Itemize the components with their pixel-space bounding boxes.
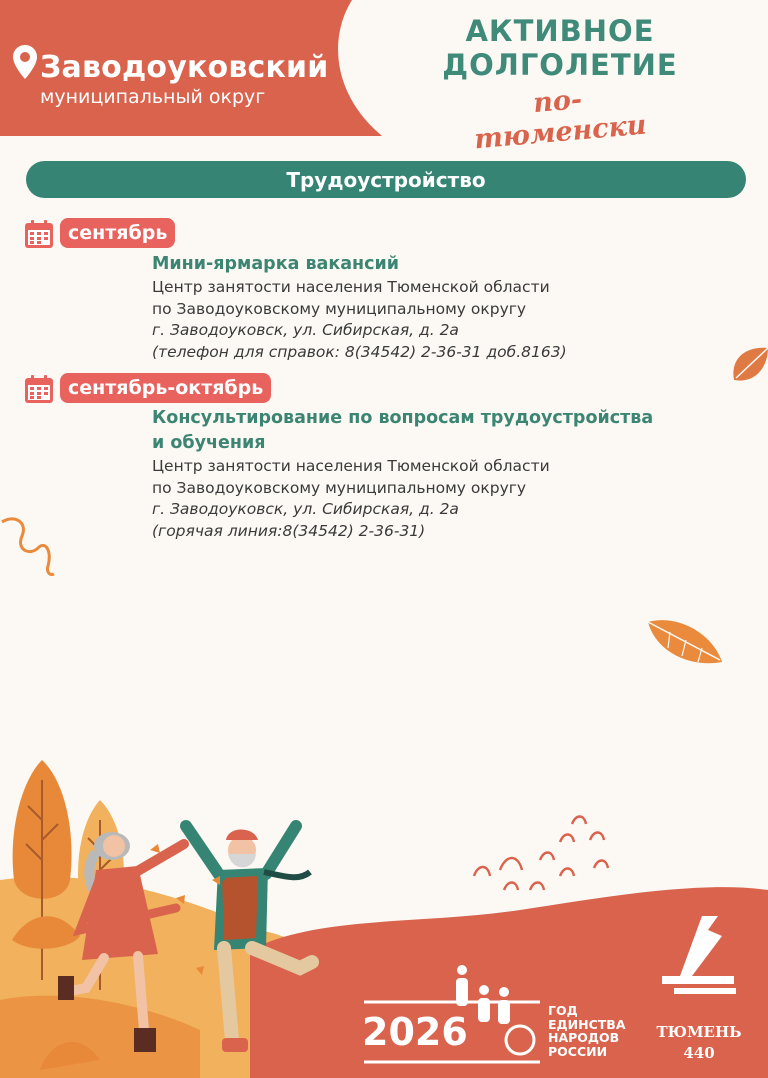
region-name: Заводоуковский <box>40 50 329 85</box>
event-item <box>152 252 672 363</box>
month-badge: сентябрь-октябрь <box>60 373 271 403</box>
event-address: г. Заводоуковск, ул. Сибирская, д. 2а <box>152 321 459 339</box>
year-caption-line: ЕДИНСТВА <box>548 1016 626 1032</box>
tyumen-anniversary: 440 <box>683 1044 715 1062</box>
event-address: г. Заводоуковск, ул. Сибирская, д. 2а <box>152 500 459 518</box>
leaf-icon <box>728 340 768 386</box>
event-contact: (горячая линия:8(34542) 2-36-31) <box>152 521 426 540</box>
tyumen-name: ТЮМЕНЬ <box>656 1023 742 1041</box>
swirl-decoration <box>0 512 56 578</box>
event-organizer-cont: по Заводоуковскому муниципальному округу <box>152 478 527 497</box>
location-pin-icon <box>12 44 38 80</box>
section-title: Трудоустройство <box>286 167 486 192</box>
event-organizer: Центр занятости населения Тюменской области <box>152 278 550 296</box>
event-title-cont: и обучения <box>152 433 266 453</box>
event-item <box>152 406 672 542</box>
calendar-icon <box>24 374 54 404</box>
section-header-bar <box>26 161 746 198</box>
tyumen-caption <box>648 1022 750 1064</box>
event-contact: (телефон для справок: 8(34542) 2-36-31 доб.8163) <box>152 342 567 361</box>
event-organizer: Центр занятости населения Тюменской области <box>152 457 550 475</box>
footer-year-caption <box>548 1004 626 1058</box>
year-caption-line: НАРОДОВ <box>548 1030 620 1045</box>
logo-script: по-тюменски <box>473 83 648 156</box>
leaf-icon <box>646 614 724 668</box>
calendar-icon <box>24 219 54 249</box>
footer-year: 2026 <box>362 1010 468 1054</box>
year-caption-line: ГОД <box>548 1003 578 1018</box>
region-subtitle: муниципальный округ <box>40 86 266 108</box>
event-organizer-cont: по Заводоуковскому муниципальному округу <box>152 299 527 318</box>
event-title: Консультирование по вопросам трудоустройства <box>152 408 654 428</box>
month-badge: сентябрь <box>60 218 175 248</box>
logo-title-line2: ДОЛГОЛЕТИЕ <box>442 48 678 82</box>
event-title: Мини-ярмарка вакансий <box>152 254 400 274</box>
logo-title-line1: АКТИВНОЕ <box>465 14 655 48</box>
year-caption-line: РОССИИ <box>548 1043 608 1059</box>
